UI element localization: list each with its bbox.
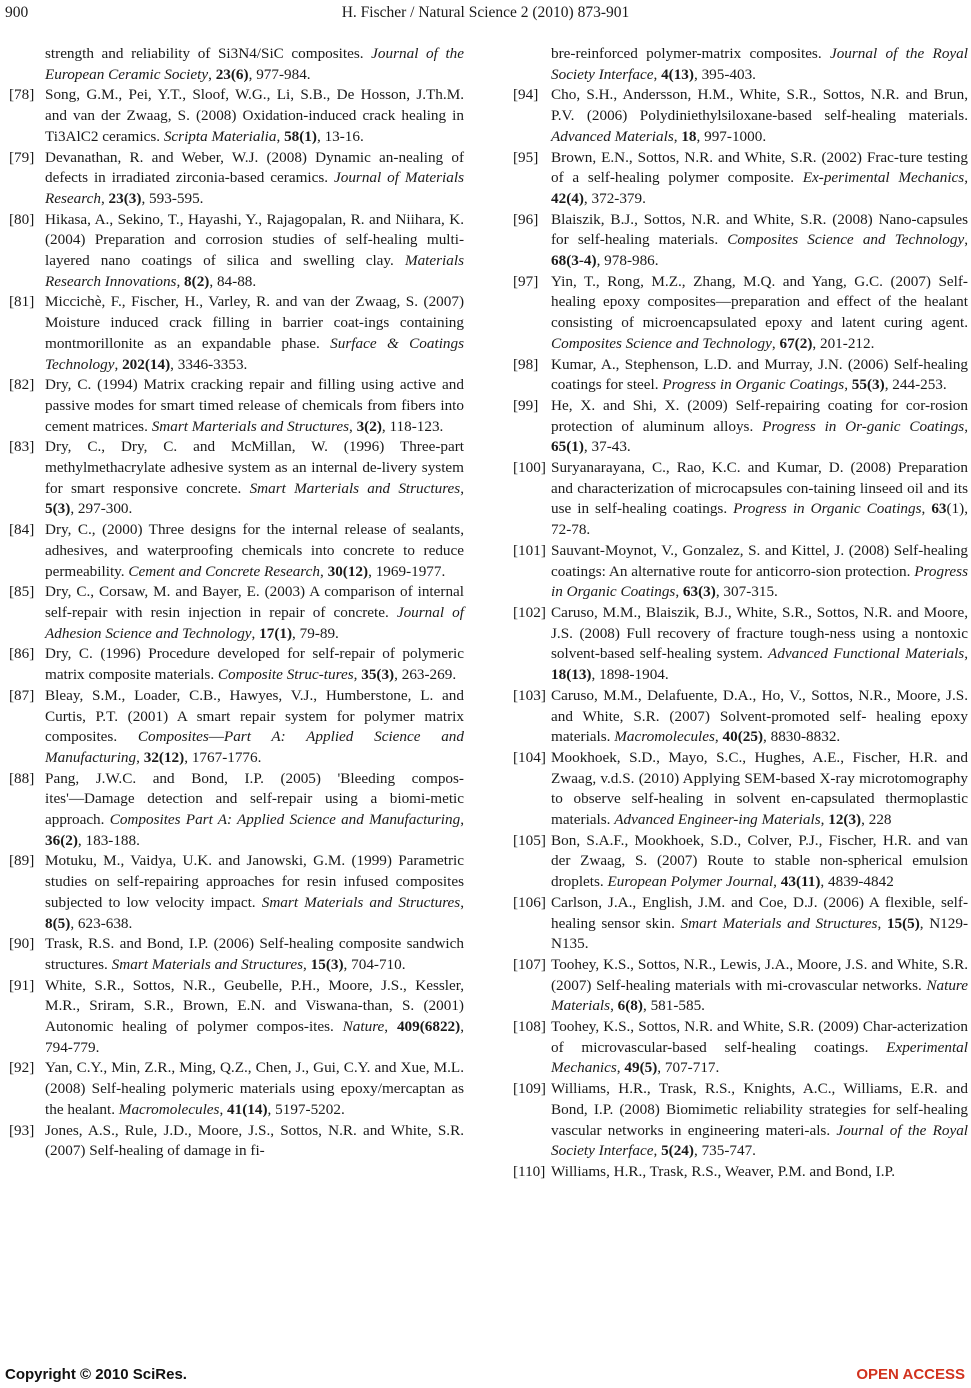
reference-entry	[513, 831, 968, 893]
volume-issue: 18(13)	[551, 666, 592, 684]
reference-text: Miccichè, F., Fischer, H., Varley, R. and van der Zwaag, S. (2007) Moisture induced crack filling in barrier coat-ings containing montmorillonite as an expandable phase.	[45, 293, 464, 352]
separator: ,	[251, 624, 260, 642]
page-range: , 8830-8832.	[763, 728, 841, 746]
page-range: , 581-585.	[642, 997, 705, 1015]
journal-name: Journal of the Royal Society Interface	[551, 45, 968, 83]
volume-issue: 41(14)	[227, 1100, 268, 1118]
reference-text: Bon, S.A.F., Mookhoek, S.D., Colver, P.J., Fischer, H.R. and van der Zwaag, S. (2007) Route to stable non-spherical emulsion droplets.	[551, 831, 968, 891]
reference-number: [88]	[9, 769, 35, 787]
separator: ,	[114, 355, 123, 373]
reference-entry	[513, 955, 968, 1017]
separator: ,	[964, 645, 968, 663]
reference-number: [97]	[513, 272, 539, 290]
reference-text: bre-reinforced polymer-matrix composites.	[551, 45, 830, 62]
volume-issue: 36(2)	[45, 831, 78, 849]
reference-number: [90]	[9, 935, 35, 953]
reference-number: [107]	[513, 955, 546, 973]
reference-number: [82]	[9, 376, 35, 394]
separator: ,	[176, 272, 185, 290]
reference-number: [96]	[513, 210, 539, 228]
reference-number: [83]	[9, 438, 35, 456]
journal-name: Smart Marterials and Structures	[249, 479, 461, 497]
volume-issue: 8(2)	[184, 272, 210, 290]
page-range: , 997-1000.	[696, 127, 767, 145]
separator: ,	[921, 500, 932, 518]
reference-text: Mookhoek, S.D., Mayo, S.C., Hughes, A.E., Fischer, H.R. and Zwaag, v.d.S. (2010) Applying SEM-based X-ray microtomography to observe self-healing in solvent en-capsulated thermoplastic materials.	[551, 748, 968, 829]
reference-number: [106]	[513, 893, 546, 911]
volume-issue: 409(6822)	[396, 1018, 461, 1036]
page-range: , 1969-1977.	[368, 562, 446, 580]
journal-name: Ex-perimental Mechanics	[802, 169, 965, 187]
volume-issue: 23(3)	[108, 189, 142, 207]
reference-entry	[513, 748, 968, 831]
reference-text: Devanathan, R. and Weber, W.J. (2008) Dynamic an-nealing of defects in irradiated zirconia-based ceramics.	[45, 148, 464, 187]
reference-text: Pang, J.W.C. and Bond, I.P. (2005) 'Bleeding compos-ites'―Damage detection and self-repair using a biomi-metic approach.	[45, 769, 464, 829]
volume-issue: 12(3)	[828, 811, 862, 829]
reference-text: Motuku, M., Vaidya, U.K. and Janowski, G.M. (1999) Parametric studies on self-repairing approaches for resin infused composites subjected to low velocity impact.	[45, 852, 464, 911]
journal-name: Macromolecules	[118, 1100, 220, 1118]
reference-number: [102]	[513, 603, 546, 621]
reference-text: Kumar, A., Stephenson, L.D. and Murray, J.N. (2006) Self-healing coatings for steel.	[551, 355, 968, 394]
volume-issue: 32(12)	[143, 748, 185, 766]
volume-issue: 202(14)	[122, 355, 171, 373]
reference-text: Brown, E.N., Sottos, N.R. and White, S.R. (2002) Frac-ture testing of a self-healing polymer composite.	[551, 148, 968, 187]
volume-issue: 4(13)	[661, 65, 694, 83]
reference-text: Sauvant-Moynot, V., Gonzalez, S. and Kittel, J. (2008) Self-healing coatings: An alternative route for anticorro-sion protection.	[551, 541, 968, 580]
separator: ,	[384, 1018, 397, 1036]
page-range: , 84-88.	[209, 272, 257, 290]
page-range: , 307-315.	[715, 583, 778, 601]
reference-number: [103]	[513, 686, 546, 704]
separator: ,	[771, 334, 780, 352]
journal-name: Smart Materials and Structures	[680, 914, 878, 932]
journal-name: Progress in Organic Coatings	[662, 376, 845, 394]
volume-issue: 58(1)	[284, 127, 317, 145]
journal-name: Journal of Materials Research	[45, 169, 464, 207]
page-range: , 5197-5202.	[267, 1100, 345, 1118]
journal-name: Composites Science and Technology	[727, 231, 965, 249]
journal-name: Scripta Materialia	[163, 127, 277, 145]
reference-text: Cho, S.H., Andersson, H.M., White, S.R., Sottos, N.R. and Brun, P.V. (2006) Polydiniethylsiloxane-based self-healing materials.	[551, 86, 968, 125]
reference-number: [78]	[9, 86, 35, 104]
volume-issue: 15(5)	[886, 914, 920, 932]
reference-text: He, X. and Shi, X. (2009) Self-repairing coating for cor-rosion protection of aluminum alloys.	[551, 396, 968, 435]
page-range: , 228	[861, 811, 892, 829]
page-range: , 593-595.	[141, 189, 204, 207]
reference-number: [86]	[9, 645, 35, 663]
journal-name: Surface & Coatings Technology	[45, 334, 465, 373]
page-range: , 1767-1776.	[184, 748, 262, 766]
reference-entry	[9, 769, 464, 852]
volume-issue: 35(3)	[361, 666, 395, 684]
reference-text: White, S.R., Sottos, N.R., Geubelle, P.H., Moore, J.S., Kessler, M.R., Sriram, S.R., Brown, E.N. and Viswana-than, S. (2001) Autonomic healing of polymer compos-ites.	[45, 976, 464, 1036]
reference-entry	[9, 851, 464, 934]
page-range: , 4839-4842	[820, 873, 894, 891]
journal-name: Materials Research Innovations	[45, 252, 464, 290]
page-range: , 372-379.	[583, 189, 646, 207]
reference-entry	[9, 520, 464, 582]
page-range: , 297-300.	[70, 500, 133, 518]
separator: ,	[100, 189, 109, 207]
page-range: , 623-638.	[70, 914, 133, 932]
reference-text: Dry, C., Dry, C. and McMillan, W. (1996) Three-part methylmethacrylate adhesive system as an internal de-livery system for smart responsive concrete.	[45, 438, 464, 497]
journal-name: Composites Part A: Applied Science and Manufacturing	[109, 811, 461, 829]
page-range: , 3346-3353.	[170, 355, 248, 373]
reference-number: [95]	[513, 148, 539, 166]
running-title: H. Fischer / Natural Science 2 (2010) 873-901	[341, 4, 630, 21]
reference-entry	[513, 210, 968, 272]
volume-issue: 6(8)	[617, 997, 643, 1015]
page-range: , 201-212.	[812, 334, 875, 352]
reference-text: Yin, T., Rong, M.Z., Zhang, M.Q. and Yang, G.C. (2007) Self-healing epoxy composites―preparation and effect of the healant consisting of microencapsulated epoxy and latent curing agent.	[551, 272, 968, 332]
separator: ,	[964, 417, 968, 435]
reference-number: [98]	[513, 355, 539, 373]
reference-entry	[513, 541, 968, 603]
page-range: , 37-43.	[583, 438, 631, 456]
volume-issue: 17(1)	[259, 624, 293, 642]
reference-number: [109]	[513, 1080, 546, 1098]
reference-entry	[9, 292, 464, 375]
separator: ,	[303, 955, 311, 973]
reference-entry	[9, 686, 464, 769]
reference-entry	[9, 934, 464, 975]
separator: ,	[653, 65, 662, 83]
reference-text: Toohey, K.S., Sottos, N.R. and White, S.R. (2009) Char-acterization of microvascular-based self-healing coatings.	[551, 1018, 968, 1056]
volume-issue: 18	[681, 127, 697, 145]
reference-text: Dry, C. (1994) Matrix cracking repair and filling using active and passive modes for smart timed release of chemicals from fibers into cement matrices.	[45, 376, 464, 435]
separator: ,	[820, 811, 829, 829]
journal-name: Composites Science and Technology	[551, 334, 772, 352]
journal-name: Composite Struc-tures	[217, 666, 354, 684]
reference-number: [92]	[9, 1059, 35, 1077]
separator: ,	[353, 666, 362, 684]
volume-issue: 3(2)	[356, 417, 382, 435]
reference-number: [87]	[9, 686, 35, 704]
reference-number: [79]	[9, 148, 35, 166]
volume-issue: 30(12)	[327, 562, 369, 580]
reference-text: Caruso, M.M., Delafuente, D.A., Ho, V., Sottos, N.R., Moore, J.S. and White, S.R. (2007) Solvent-promoted self- healing epoxy materials.	[551, 686, 968, 746]
page-range: , 118-123.	[381, 417, 444, 435]
page-footer	[0, 1366, 971, 1386]
volume-issue: 5(3)	[45, 500, 71, 518]
reference-column-right	[513, 44, 968, 1183]
journal-name: Nature Materials	[551, 976, 968, 1015]
journal-name: Nature	[342, 1018, 385, 1036]
reference-column-left	[9, 44, 464, 1162]
volume-issue: 5(24)	[661, 1142, 694, 1160]
reference-text: Hikasa, A., Sekino, T., Hayashi, Y., Rajagopalan, R. and Niihara, K. (2004) Preparation and corrosion studies of self-healing multi-layered nano coatings of silica and swelling clay.	[45, 210, 464, 270]
journal-name: Advanced Functional Materials	[768, 645, 965, 663]
page-range: , 735-747.	[693, 1142, 756, 1160]
open-access-label: OPEN ACCESS	[856, 1366, 965, 1383]
separator: ,	[673, 127, 682, 145]
separator: ,	[208, 65, 216, 83]
journal-name: Smart Materials and Structures	[261, 893, 461, 911]
reference-entry	[9, 210, 464, 293]
journal-name: Experimental Mechanics	[551, 1038, 968, 1077]
reference-text: Dry, C. (1996) Procedure developed for self-repair of polymeric matrix composite materials.	[45, 645, 464, 684]
reference-number: [99]	[513, 396, 539, 414]
reference-text: Song, G.M., Pei, Y.T., Sloof, W.G., Li, S.B., De Hosson, J.Th.M. and van der Zwaag, S. (2008) Oxidation-induced crack healing in Ti3AlC2 ceramics.	[45, 86, 464, 145]
page-range: , 263-269.	[394, 666, 457, 684]
journal-name: Smart Marterials and Structures	[151, 417, 349, 435]
journal-name: Progress in Organic Coatings	[733, 500, 922, 518]
volume-issue: 8(5)	[45, 914, 71, 932]
reference-text: Caruso, M.M., Blaiszik, B.J., White, S.R., Sottos, N.R. and Moore, J.S. (2008) Full recovery of fracture tough-ness using a nontoxic solvent-based self-healing system.	[551, 603, 968, 663]
separator: ,	[320, 562, 328, 580]
volume-issue: 68(3-4)	[551, 252, 597, 270]
page-range: , N129-N135.	[551, 914, 969, 953]
reference-number: [104]	[513, 748, 546, 766]
separator: ,	[653, 1142, 662, 1160]
volume-issue: 63(3)	[682, 583, 716, 601]
reference-number: [94]	[513, 86, 539, 104]
page-range: (1), 72-78.	[551, 500, 969, 539]
separator: ,	[714, 728, 723, 746]
copyright-notice: Copyright © 2010 SciRes.	[5, 1366, 187, 1383]
page-range: , 244-253.	[884, 376, 947, 394]
reference-text: Bleay, S.M., Loader, C.B., Hawyes, V.J., Humberstone, L. and Curtis, P.T. (2001) A smart repair system for polymer matrix composites.	[45, 686, 464, 746]
journal-name: Composites―Part A: Applied Science and Manufacturing	[45, 728, 464, 766]
journal-name: European Polymer Journal	[607, 873, 774, 891]
reference-entry	[9, 375, 464, 437]
separator: ,	[964, 231, 968, 249]
reference-text: Williams, H.R., Trask, R.S., Weaver, P.M. and Bond, I.P.	[551, 1162, 896, 1180]
volume-issue: 15(3)	[310, 955, 344, 973]
separator: ,	[964, 169, 968, 187]
journal-name: Cement and Concrete Research	[128, 562, 320, 580]
reference-number: [110]	[513, 1162, 546, 1180]
separator: ,	[610, 997, 618, 1015]
volume-issue: 23(6)	[215, 65, 249, 83]
reference-entry	[513, 603, 968, 686]
page-range: , 704-710.	[343, 955, 406, 973]
reference-entry	[513, 893, 968, 955]
page-header	[0, 4, 971, 28]
separator: ,	[877, 914, 887, 932]
reference-entry	[9, 437, 464, 520]
volume-issue: 49(5)	[624, 1059, 658, 1077]
reference-entry	[513, 458, 968, 541]
separator: ,	[675, 583, 683, 601]
reference-entry	[513, 1079, 968, 1162]
reference-number: [84]	[9, 521, 35, 539]
reference-text: Yan, C.Y., Min, Z.R., Ming, Q.Z., Chen, J., Gui, C.Y. and Xue, M.L. (2008) Self-healing polymeric materials using epoxy/mercaptan as the healant.	[45, 1059, 464, 1118]
separator: ,	[136, 748, 144, 766]
reference-entry	[9, 644, 464, 685]
reference-text: Dry, C., (2000) Three designs for the internal release of sealants, adhesives, and waterproofing chemicals into concrete to reduce permeability.	[45, 521, 464, 580]
reference-text: strength and reliability of Si3N4/SiC composites.	[45, 45, 372, 62]
reference-entry	[9, 1058, 464, 1120]
reference-entry	[9, 85, 464, 147]
reference-number: [89]	[9, 852, 35, 870]
separator: ,	[219, 1100, 228, 1118]
reference-text: Suryanarayana, C., Rao, K.C. and Kumar, D. (2008) Preparation and characterization of microcapsules con-taining linseed oil and its use in self-healing coatings.	[551, 459, 968, 518]
reference-entry	[9, 976, 464, 1059]
journal-name: Smart Materials and Structures	[111, 955, 304, 973]
page-number: 900	[5, 4, 29, 21]
reference-entry	[9, 44, 464, 85]
reference-number: [91]	[9, 976, 35, 994]
separator: ,	[276, 127, 285, 145]
page-range: , 395-403.	[693, 65, 756, 83]
reference-number: [105]	[513, 831, 546, 849]
reference-number: [85]	[9, 583, 35, 601]
reference-text: Toohey, K.S., Sottos, N.R., Lewis, J.A., Moore, J.S. and White, S.R. (2007) Self-healing materials with mi-crovascular networks.	[551, 955, 968, 994]
reference-entry	[513, 272, 968, 355]
separator: ,	[348, 417, 357, 435]
reference-number: [80]	[9, 210, 35, 228]
volume-issue: 65(1)	[551, 438, 584, 456]
reference-entry	[513, 85, 968, 147]
volume-issue: 63	[931, 500, 947, 518]
reference-text: Carlson, J.A., English, J.M. and Coe, D.J. (2006) A flexible, self-healing sensor skin.	[551, 893, 968, 932]
separator: ,	[773, 873, 781, 891]
volume-issue: 40(25)	[722, 728, 764, 746]
reference-number: [81]	[9, 293, 35, 311]
reference-entry	[513, 396, 968, 458]
page-range: , 977-984.	[248, 65, 311, 83]
page-range: , 1898-1904.	[591, 666, 669, 684]
journal-name: Advanced Materials	[551, 127, 674, 145]
page-range: , 79-89.	[292, 624, 339, 642]
separator: ,	[844, 376, 852, 394]
separator: ,	[460, 479, 464, 497]
volume-issue: 42(4)	[551, 189, 584, 207]
journal-name: Progress in Organic Coatings	[551, 562, 968, 601]
journal-name: Progress in Or-ganic Coatings	[762, 417, 965, 435]
reference-text: Williams, H.R., Trask, R.S., Knights, A.C., Williams, E.R. and Bond, I.P. (2008) Biomimetic reliability strategies for self-healing vascular networks in engineering materi-als.	[551, 1080, 968, 1139]
reference-text: Jones, A.S., Rule, J.D., Moore, J.S., Sottos, N.R. and White, S.R. (2007) Self-healing of damage in fi-	[45, 1121, 464, 1160]
separator: ,	[460, 893, 464, 911]
reference-entry	[9, 1121, 464, 1162]
page-range: , 794-779.	[45, 1018, 465, 1056]
page-range: , 978-986.	[596, 252, 659, 270]
volume-issue: 43(11)	[780, 873, 821, 891]
separator: ,	[616, 1059, 625, 1077]
page-range: , 707-717.	[657, 1059, 720, 1077]
reference-entry	[9, 582, 464, 644]
reference-entry	[513, 44, 968, 85]
reference-number: [101]	[513, 541, 546, 559]
reference-text: Dry, C., Corsaw, M. and Bayer, E. (2003) A comparison of internal self-repair with resin injection in repair of concrete.	[45, 583, 464, 621]
volume-issue: 55(3)	[851, 376, 885, 394]
reference-entry	[513, 1162, 968, 1183]
page-range: , 13-16.	[316, 127, 364, 145]
journal-name: Macromolecules	[614, 728, 715, 746]
reference-number: [108]	[513, 1018, 546, 1036]
reference-entry	[513, 148, 968, 210]
page-range: , 183-188.	[77, 831, 140, 849]
reference-text: Trask, R.S. and Bond, I.P. (2006) Self-healing composite sandwich structures.	[45, 935, 464, 973]
separator: ,	[460, 811, 464, 829]
reference-entry	[9, 148, 464, 210]
reference-entry	[513, 686, 968, 748]
reference-text: Blaiszik, B.J., Sottos, N.R. and White, S.R. (2008) Nano-capsules for self-healing materials.	[551, 210, 968, 249]
reference-number: [100]	[513, 459, 546, 477]
journal-name: Journal of the European Ceramic Society	[45, 45, 464, 83]
journal-name: Journal of Adhesion Science and Technology	[45, 603, 464, 642]
journal-name: Journal of the Royal Society Interface	[551, 1121, 969, 1160]
reference-number: [93]	[9, 1121, 35, 1139]
volume-issue: 67(2)	[779, 334, 813, 352]
journal-name: Advanced Engineer-ing Materials	[614, 811, 821, 829]
reference-entry	[513, 355, 968, 396]
reference-entry	[513, 1017, 968, 1079]
